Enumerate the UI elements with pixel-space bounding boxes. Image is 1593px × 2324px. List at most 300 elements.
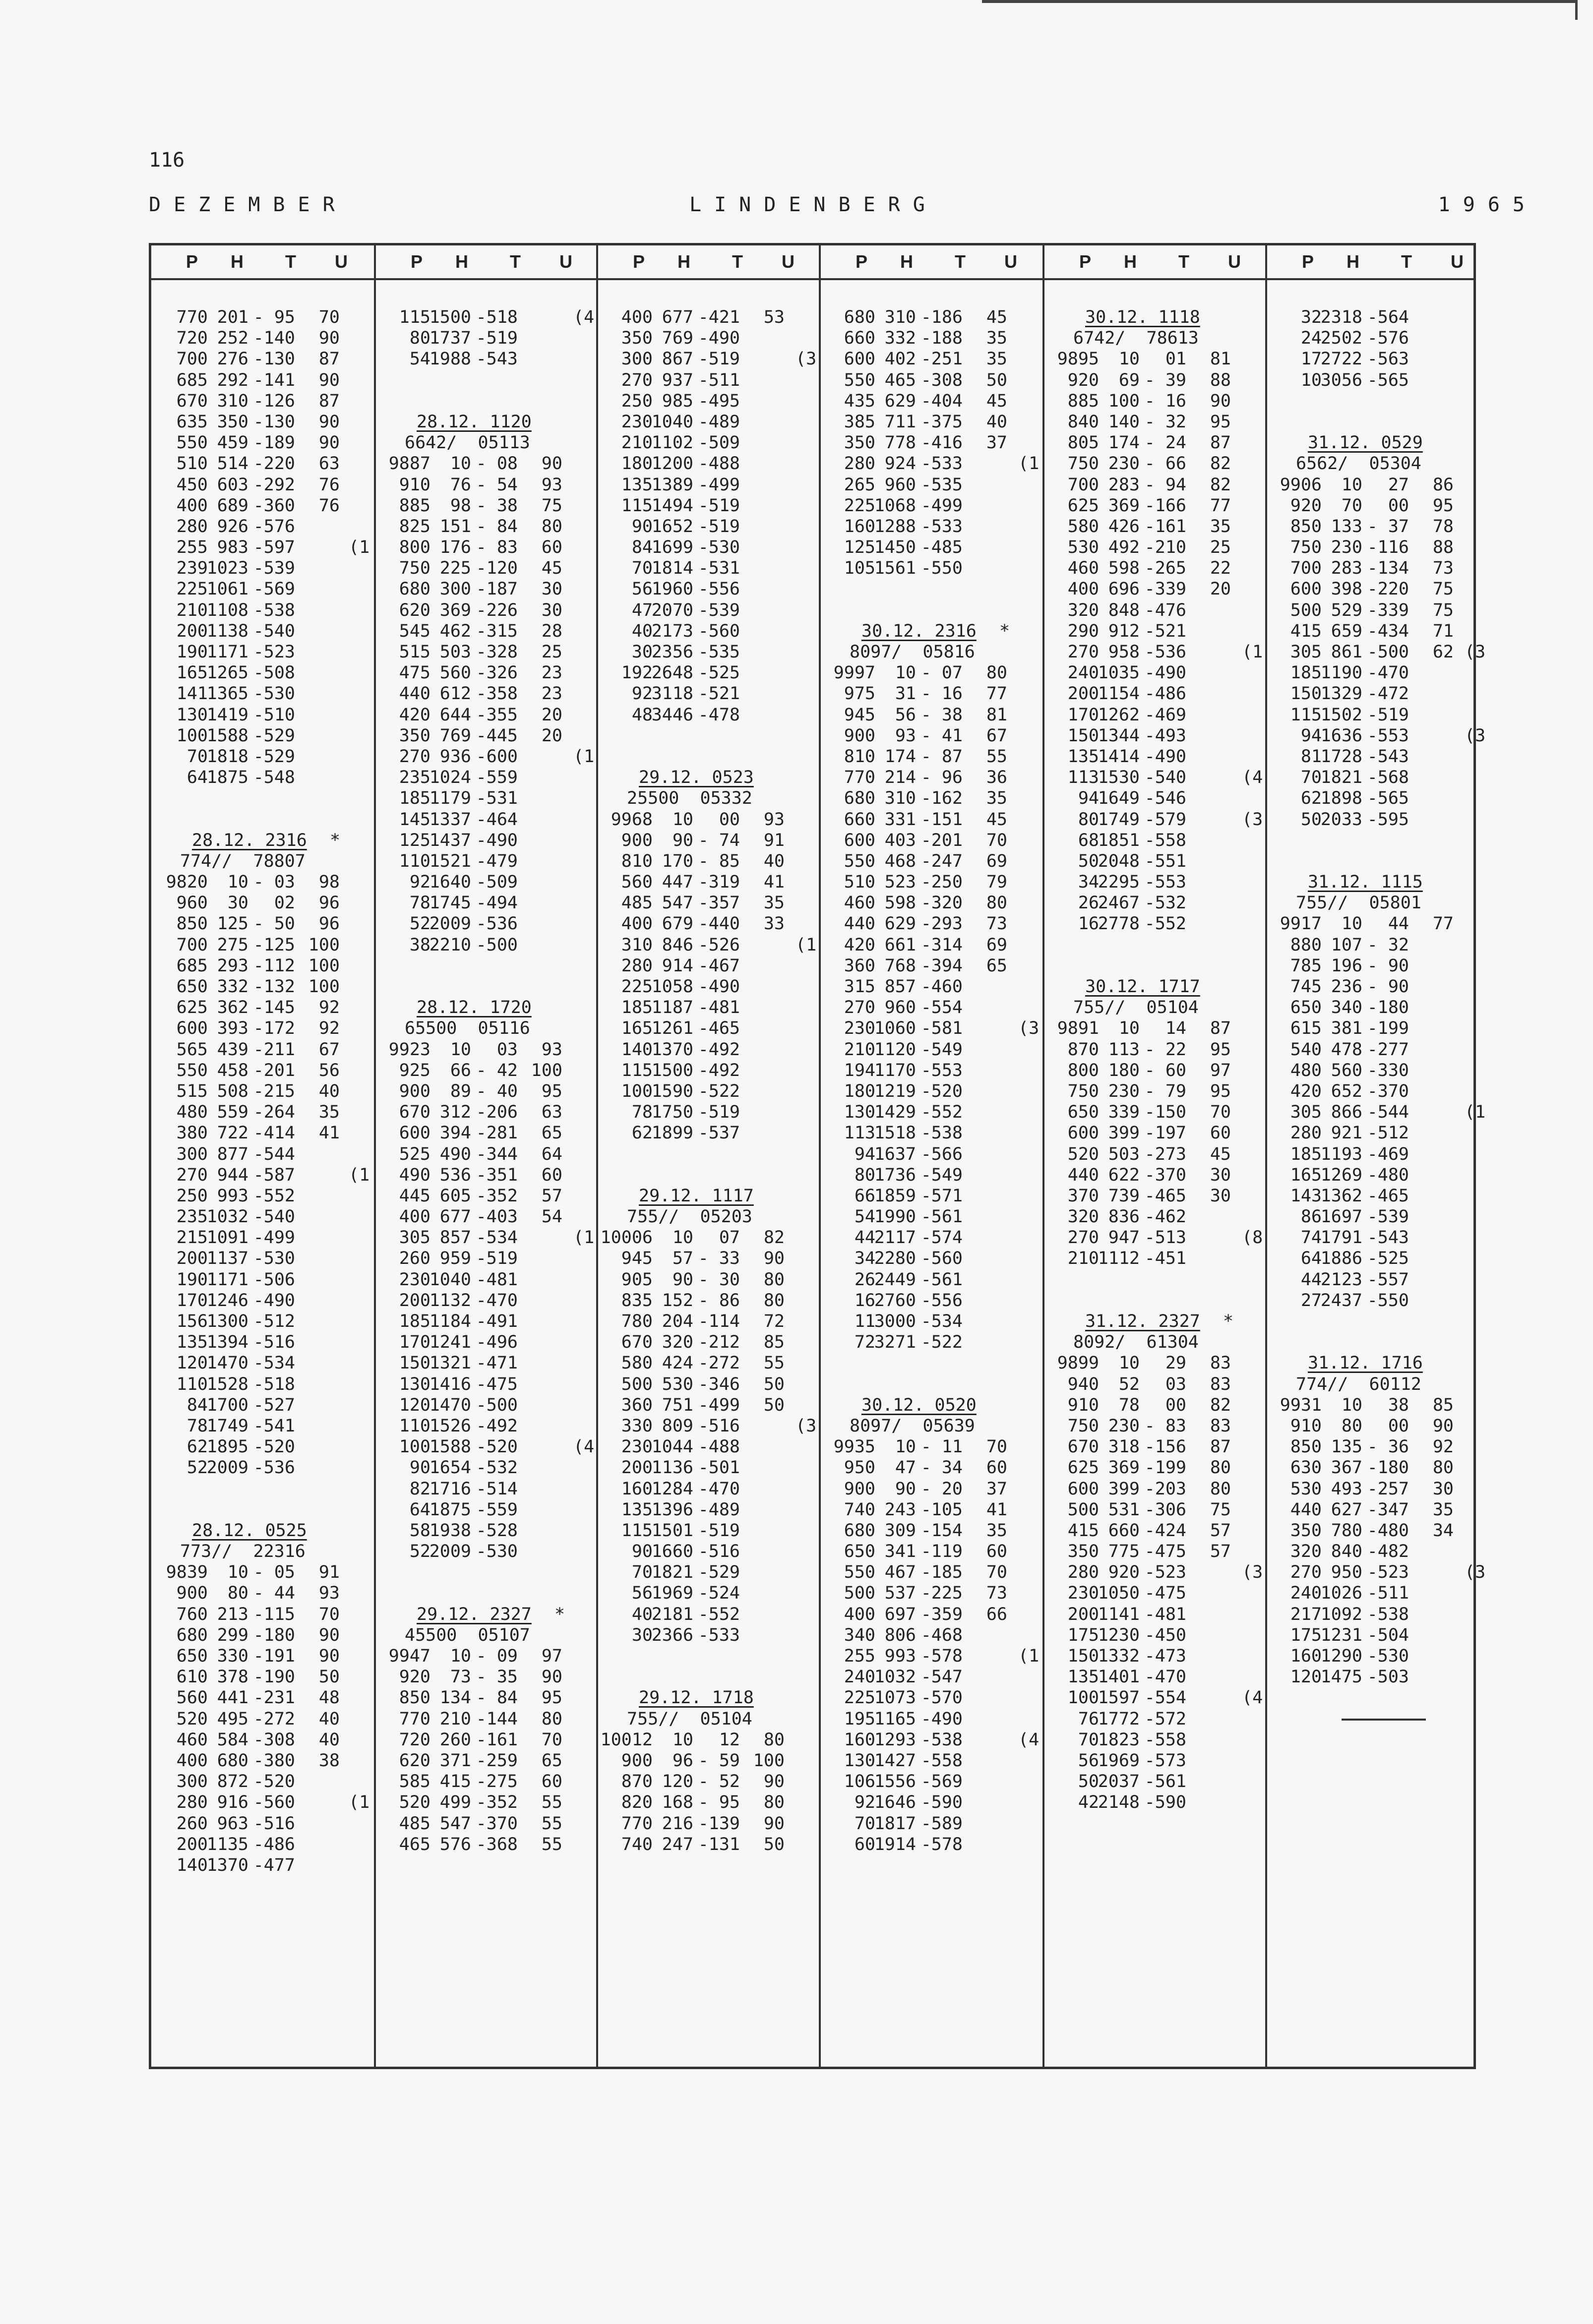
cell-t: -404	[920, 391, 963, 411]
table-row	[151, 349, 374, 369]
cell-note: (3	[1465, 642, 1486, 662]
table-row	[821, 662, 1042, 683]
cell-h: 1654	[429, 1458, 471, 1478]
cell-t: -544	[253, 1144, 295, 1164]
cell-h: 225	[439, 558, 471, 579]
cell-h: 80	[227, 1583, 248, 1604]
cell-h: 1068	[874, 495, 916, 516]
cell-p: 100	[621, 1081, 653, 1101]
table-row	[1267, 642, 1486, 662]
cell-p: 150	[1067, 725, 1099, 746]
cell-h: 1772	[1098, 1709, 1140, 1729]
cell-p: 300	[176, 1772, 208, 1792]
table-row	[376, 558, 596, 579]
cell-t: -375	[920, 412, 963, 432]
cell-p: 770	[399, 1709, 430, 1729]
cell-h: 848	[1108, 600, 1140, 620]
cell-h: 921	[1331, 1123, 1362, 1143]
cell-u: 81	[986, 705, 1007, 725]
cell-h: 1290	[1320, 1646, 1362, 1666]
cell-h: 367	[1331, 1458, 1362, 1478]
table-row	[1044, 746, 1265, 767]
cell-p: 515	[399, 642, 430, 662]
table-row	[1267, 1541, 1473, 1562]
cell-h: 1699	[651, 537, 693, 558]
cell-t: -120	[476, 558, 518, 579]
cell-p: 135	[1067, 1667, 1099, 1687]
cell-u: 90	[318, 433, 340, 453]
spacer-row	[151, 809, 374, 830]
cell-u: 95	[1210, 1039, 1231, 1060]
cell-u: 92	[318, 1018, 340, 1039]
sounding-date	[151, 1520, 374, 1541]
cell-u: 100	[308, 977, 340, 997]
cell-h: 341	[884, 1542, 916, 1562]
cell-t: -206	[476, 1102, 518, 1123]
table-row	[821, 935, 1042, 955]
cell-u: 73	[986, 1583, 1007, 1604]
cell-t: -530	[253, 1249, 295, 1269]
table-row	[376, 1227, 596, 1248]
cell-t: -529	[698, 1562, 740, 1583]
cell-t: -315	[476, 621, 518, 641]
cell-u: 95	[1210, 412, 1231, 432]
cell-t: - 36	[1367, 1437, 1409, 1457]
cell-t: -499	[698, 1395, 740, 1415]
cell-u: 41	[318, 1123, 340, 1143]
cell-h: 1437	[429, 830, 471, 850]
cell-p: 42	[1078, 1792, 1099, 1813]
cell-t: -543	[1367, 746, 1409, 767]
cell-h: 398	[1331, 579, 1362, 599]
table-row	[376, 475, 596, 495]
cell-t: - 83	[1144, 1416, 1186, 1436]
year-label: 1965	[1438, 193, 1537, 216]
cell-u: 45	[986, 809, 1007, 830]
cell-t: - 35	[476, 1667, 518, 1687]
table-row	[376, 1060, 596, 1081]
table-row	[1267, 579, 1473, 599]
cell-t: -231	[253, 1688, 295, 1708]
table-row	[151, 893, 374, 913]
cell-h: 1728	[1320, 746, 1362, 767]
cell-p: 185	[399, 788, 430, 809]
table-row	[151, 1227, 374, 1248]
table-row	[151, 1771, 374, 1792]
cell-u: 30	[1210, 1186, 1231, 1206]
cell-h: 332	[884, 328, 916, 349]
table-row	[376, 1206, 596, 1227]
cell-h: 944	[217, 1165, 248, 1185]
cell-h: 196	[1331, 955, 1362, 976]
cell-p: 115	[399, 307, 430, 327]
cell-t: -519	[698, 1102, 740, 1123]
cell-t: -139	[698, 1813, 740, 1834]
cell-h: 243	[884, 1499, 916, 1520]
table-row	[376, 516, 596, 537]
cell-p: 255	[844, 1646, 875, 1666]
table-row	[598, 1729, 819, 1750]
cell-note: (3	[1465, 1562, 1486, 1583]
table-row	[1267, 516, 1473, 537]
cell-u: 96	[318, 893, 340, 913]
cell-t: -172	[253, 1018, 295, 1039]
cell-t: -360	[253, 495, 295, 516]
cell-p: 525	[399, 1144, 430, 1164]
table-row	[1044, 1039, 1265, 1060]
table-row	[376, 1520, 596, 1541]
table-row	[151, 1311, 374, 1332]
cell-h: 1969	[651, 1583, 693, 1604]
table-row	[151, 391, 374, 412]
cell-t: -144	[476, 1709, 518, 1729]
cell-u: 40	[318, 1081, 340, 1101]
cell-t: -520	[253, 1437, 295, 1457]
cell-t: -275	[476, 1772, 518, 1792]
cell-t: -272	[253, 1709, 295, 1729]
sounding-code	[1044, 328, 1265, 349]
table-row	[598, 683, 819, 704]
cell-h: 1179	[429, 788, 471, 809]
cell-t: -479	[476, 851, 518, 871]
cell-t: -480	[1367, 1165, 1409, 1185]
cell-t: -150	[1144, 1102, 1186, 1123]
cell-h: 950	[1331, 1562, 1362, 1583]
cell-p: 440	[1067, 1165, 1099, 1185]
cell-p: 920	[1290, 495, 1322, 516]
sounding-code	[1267, 453, 1473, 474]
table-row	[598, 370, 819, 391]
table-row	[376, 1667, 596, 1687]
month-label: DEZEMBER	[149, 193, 348, 216]
cell-note: (3	[796, 349, 817, 369]
column-header	[598, 245, 819, 280]
cell-u: 97	[1210, 1060, 1231, 1080]
column-header	[151, 245, 374, 280]
cell-p: 48	[631, 705, 653, 725]
cell-h: 1736	[874, 1165, 916, 1185]
table-row	[821, 1499, 1042, 1520]
cell-u: 25	[1210, 537, 1231, 558]
sounding-date-text: 28.12. 1120	[417, 412, 532, 432]
cell-p: 240	[844, 1667, 875, 1687]
table-row	[1044, 1625, 1265, 1646]
cell-p: 115	[621, 1060, 653, 1080]
cell-p: 82	[409, 1479, 430, 1499]
table-row	[151, 872, 374, 893]
table-row	[1044, 1583, 1265, 1604]
cell-u: 30	[541, 600, 562, 620]
cell-t: -130	[253, 349, 295, 369]
cell-p: 94	[854, 1144, 875, 1164]
table-row	[821, 788, 1042, 809]
cell-p: 415	[1290, 621, 1322, 641]
cell-h: 462	[439, 621, 471, 641]
cell-u: 20	[541, 705, 562, 725]
cell-note: (1	[796, 935, 817, 955]
sounding-code-text: 755// 05104	[627, 1709, 752, 1729]
table-row	[1044, 1520, 1265, 1541]
cell-u: 23	[541, 684, 562, 704]
cell-h: 339	[1108, 1102, 1140, 1123]
cell-h: 652	[1331, 1081, 1362, 1101]
table-row	[376, 600, 596, 621]
table-row	[1267, 788, 1473, 809]
cell-h: 1429	[874, 1102, 916, 1123]
table-row	[821, 830, 1042, 851]
cell-h: 2033	[1320, 809, 1362, 830]
cell-h: 174	[884, 746, 916, 767]
cell-t: -506	[253, 1269, 295, 1290]
spacer-row	[598, 1144, 819, 1165]
cell-h: 293	[217, 955, 248, 976]
cell-h: 547	[439, 1813, 471, 1834]
cell-t: -525	[698, 663, 740, 683]
cell-u: 77	[1210, 495, 1231, 516]
sounding-code	[821, 642, 1042, 662]
table-row	[1044, 1479, 1265, 1499]
cell-note: (1	[1465, 1102, 1486, 1123]
cell-t: -600	[476, 746, 518, 767]
cell-h: 96	[672, 1750, 693, 1771]
cell-h: 1092	[1320, 1604, 1362, 1624]
cell-p: 200	[1067, 684, 1099, 704]
cell-h: 1389	[651, 475, 693, 495]
cell-t: - 85	[698, 851, 740, 871]
cell-u: 50	[763, 1395, 785, 1415]
cell-p: 460	[844, 893, 875, 913]
table-row	[376, 809, 596, 830]
table-row	[376, 725, 596, 746]
cell-h: 52	[1118, 1374, 1140, 1394]
cell-p: 90	[631, 516, 653, 536]
cell-p: 750	[1067, 454, 1099, 474]
cell-p: 66	[854, 1186, 875, 1206]
table-row	[151, 1269, 374, 1290]
cell-h: 340	[1331, 998, 1362, 1018]
cell-p: 780	[621, 1311, 653, 1331]
table-row	[598, 1123, 819, 1143]
cell-h: 2173	[651, 621, 693, 641]
cell-u: 75	[1432, 600, 1454, 620]
cell-t: -475	[1144, 1583, 1186, 1604]
cell-u: 90	[1432, 1416, 1454, 1436]
cell-h: 69	[1118, 370, 1140, 390]
table-row	[598, 1248, 819, 1269]
cell-t: 29	[1165, 1353, 1186, 1373]
cell-t: -273	[1144, 1144, 1186, 1164]
cell-t: -534	[476, 1228, 518, 1248]
cell-p: 920	[399, 1667, 430, 1687]
table-row	[1267, 1039, 1473, 1060]
cell-h: 1470	[206, 1353, 248, 1373]
table-row	[376, 1750, 596, 1771]
cell-p: 500	[844, 1583, 875, 1604]
cell-u: 91	[318, 1562, 340, 1583]
cell-p: 670	[399, 1102, 430, 1123]
cell-t: -500	[1367, 642, 1409, 662]
table-row	[151, 976, 374, 997]
cell-t: -330	[1367, 1060, 1409, 1080]
table-row	[821, 453, 1042, 474]
table-row	[376, 621, 596, 642]
cell-t: -115	[253, 1604, 295, 1624]
cell-h: 3446	[651, 705, 693, 725]
cell-h: 622	[1108, 1165, 1140, 1185]
cell-h: 679	[662, 914, 693, 934]
table-row	[1044, 1416, 1265, 1436]
cell-p: 585	[399, 1772, 430, 1792]
table-row	[151, 475, 374, 495]
top-rule	[982, 0, 1577, 3]
cell-h: 2449	[874, 1269, 916, 1290]
cell-h: 381	[1331, 1018, 1362, 1039]
cell-p: 680	[176, 1625, 208, 1645]
cell-h: 660	[1108, 1520, 1140, 1541]
cell-t: -556	[920, 1290, 963, 1311]
cell-t: -151	[920, 809, 963, 830]
cell-p: 880	[1290, 935, 1322, 955]
sounding-code	[151, 1541, 374, 1562]
cell-p: 680	[399, 579, 430, 599]
cell-p: 850	[399, 1688, 430, 1708]
cell-t: -553	[920, 1060, 963, 1080]
table-row	[151, 1687, 374, 1708]
table-row	[151, 1583, 374, 1604]
cell-h: 468	[884, 851, 916, 871]
cell-h: 677	[439, 1207, 471, 1227]
cell-p: 560	[176, 1688, 208, 1708]
table-row	[1044, 809, 1265, 830]
cell-p: 100	[176, 725, 208, 746]
cell-p: 900	[176, 1583, 208, 1604]
cell-u: 63	[541, 1102, 562, 1123]
table-row	[151, 913, 374, 934]
table-row	[1267, 1060, 1473, 1081]
cell-h: 1370	[206, 1855, 248, 1875]
cell-t: - 50	[253, 914, 295, 934]
cell-h: 176	[439, 537, 471, 558]
cell-p: 100	[1067, 1688, 1099, 1708]
spacer-row	[151, 788, 374, 809]
cell-u: 83	[1210, 1416, 1231, 1436]
cell-u: 30	[1210, 1165, 1231, 1185]
cell-h: 1300	[206, 1311, 248, 1331]
table-row	[151, 621, 374, 642]
cell-t: - 59	[698, 1750, 740, 1771]
table-row	[821, 391, 1042, 412]
cell-p: 910	[1067, 1395, 1099, 1415]
cell-u: 60	[541, 1772, 562, 1792]
cell-p: 920	[1067, 370, 1099, 390]
cell-u: 95	[1210, 1081, 1231, 1101]
cell-p: 194	[844, 1060, 875, 1080]
table-row	[1044, 1792, 1265, 1813]
cell-t: -516	[253, 1813, 295, 1834]
sounding-code	[1044, 1332, 1265, 1353]
table-row	[598, 872, 819, 893]
cell-h: 1814	[651, 558, 693, 579]
table-row	[1267, 495, 1473, 516]
cell-h: 1716	[429, 1479, 471, 1499]
cell-p: 270	[621, 370, 653, 390]
cell-p: 200	[176, 1249, 208, 1269]
cell-p: 805	[1067, 433, 1099, 453]
cell-p: 140	[621, 1039, 653, 1060]
cell-p: 650	[176, 977, 208, 997]
sounding-code-text: 773// 22316	[180, 1542, 306, 1562]
cell-h: 598	[884, 893, 916, 913]
column-header-label: U	[559, 251, 572, 272]
cell-p: 975	[844, 684, 875, 704]
cell-t: -186	[920, 307, 963, 327]
cell-t: -530	[1367, 1646, 1409, 1666]
cell-u: 73	[1432, 558, 1454, 579]
cell-u: 33	[763, 914, 785, 934]
cell-p: 215	[176, 1228, 208, 1248]
spacer-row	[376, 955, 596, 976]
cell-p: 460	[1067, 558, 1099, 579]
cell-t: -212	[698, 1332, 740, 1353]
cell-t: - 54	[476, 475, 518, 495]
cell-h: 394	[439, 1123, 471, 1143]
sounding-date-text: 28.12. 1720	[417, 998, 532, 1018]
cell-h: 1102	[651, 433, 693, 453]
cell-t: -561	[920, 1207, 963, 1227]
cell-t: - 60	[1144, 1060, 1186, 1080]
cell-t: - 05	[253, 1562, 295, 1583]
table-row	[1267, 1081, 1473, 1102]
table-row	[598, 893, 819, 913]
table-row	[821, 1646, 1042, 1667]
cell-h: 260	[439, 1729, 471, 1750]
table-row	[1044, 683, 1265, 704]
cell-t: -460	[920, 977, 963, 997]
cell-p: 9891	[1057, 1018, 1099, 1039]
sounding-date-text: 29.12. 1117	[639, 1186, 754, 1206]
cell-p: 670	[1067, 1437, 1099, 1457]
cell-p: 380	[176, 1123, 208, 1143]
table-row	[598, 1604, 819, 1625]
cell-p: 770	[621, 1813, 653, 1834]
cell-p: 44	[854, 1228, 875, 1248]
table-row	[821, 328, 1042, 349]
cell-t: - 24	[1144, 433, 1186, 453]
cell-t: -546	[1144, 788, 1186, 809]
table-row	[1044, 475, 1265, 495]
table-row	[376, 579, 596, 599]
cell-p: 530	[1067, 537, 1099, 558]
spacer-row	[1267, 830, 1473, 851]
cell-p: 86	[1300, 1207, 1322, 1227]
cell-h: 10	[895, 663, 916, 683]
table-row	[1044, 1060, 1265, 1081]
cell-u: 95	[541, 1688, 562, 1708]
cell-p: 550	[844, 370, 875, 390]
cell-t: - 66	[1144, 454, 1186, 474]
table-row	[376, 1102, 596, 1123]
table-row	[598, 1457, 819, 1478]
cell-p: 165	[176, 663, 208, 683]
cell-t: - 42	[476, 1060, 518, 1080]
table-row	[151, 1709, 374, 1729]
cell-h: 1500	[651, 1060, 693, 1080]
cell-p: 62	[631, 1123, 653, 1143]
cell-u: 45	[1210, 1144, 1231, 1164]
cell-t: -534	[253, 1353, 295, 1373]
table-row	[821, 1520, 1042, 1541]
cell-u: 53	[763, 307, 785, 327]
